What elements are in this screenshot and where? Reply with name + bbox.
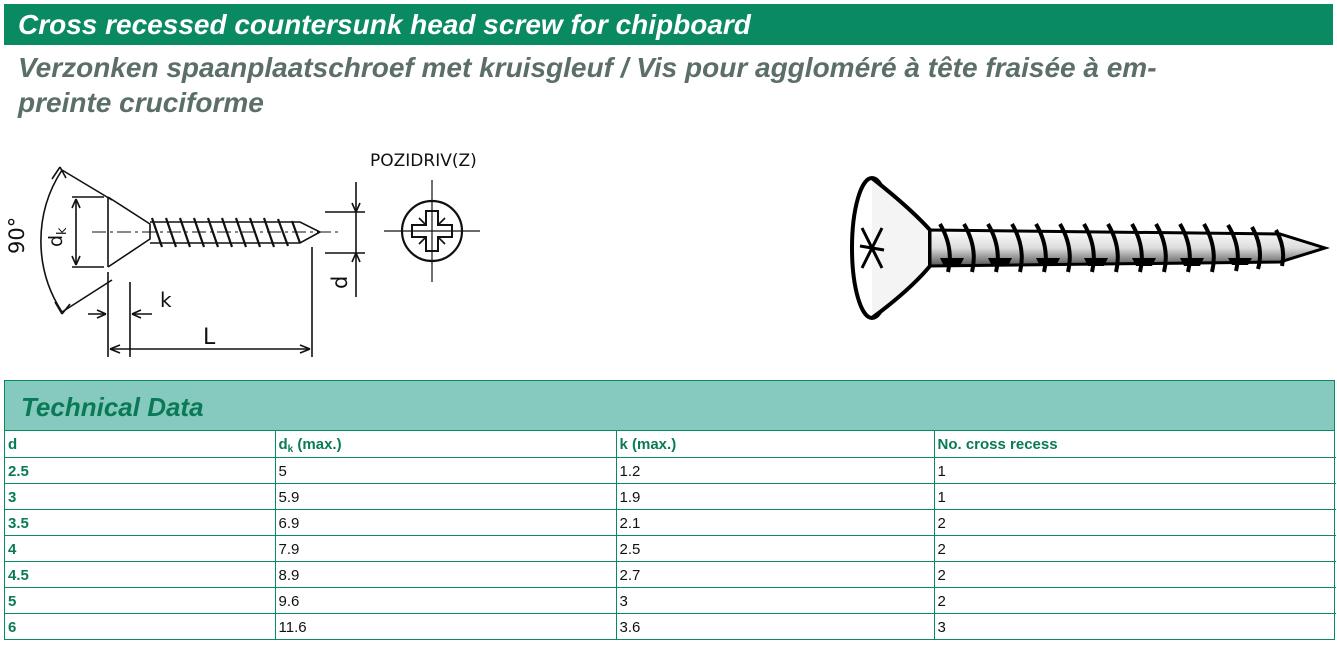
k-label: k — [160, 288, 172, 312]
subtitle-line-1: Verzonken spaanplaatschroef met kruisgleuf / Vis pour aggloméré à tête fraisée à em- — [18, 52, 1157, 83]
cell-dk: 5 — [275, 457, 616, 483]
cell-d: 4 — [5, 535, 275, 561]
cell-k: 3 — [616, 587, 934, 613]
l-label: L — [203, 325, 216, 350]
cell-cross-recess: 2 — [934, 587, 1336, 613]
cell-cross-recess: 2 — [934, 561, 1336, 587]
table-row — [5, 587, 1336, 613]
dk-label: d — [45, 234, 67, 247]
page-subtitle — [18, 50, 1318, 120]
cell-k: 2.7 — [616, 561, 934, 587]
cell-d: 2.5 — [5, 457, 275, 483]
table-row — [5, 483, 1336, 509]
cell-dk: 11.6 — [275, 613, 616, 639]
d-label: d — [328, 275, 352, 289]
dk-subscript: k — [55, 227, 70, 235]
table-row — [5, 561, 1336, 587]
cell-cross-recess: 1 — [934, 457, 1336, 483]
column-header-k: k (max.) — [616, 431, 934, 457]
technical-data-section — [4, 380, 1335, 640]
cell-k: 1.9 — [616, 483, 934, 509]
column-header-cross-recess: No. cross recess — [934, 431, 1336, 457]
table-row — [5, 535, 1336, 561]
table-header-row — [5, 431, 1336, 457]
cell-cross-recess: 2 — [934, 509, 1336, 535]
table-row — [5, 613, 1336, 639]
screw-illustration — [840, 168, 1335, 328]
cell-k: 2.5 — [616, 535, 934, 561]
cell-dk: 7.9 — [275, 535, 616, 561]
technical-data-table — [5, 431, 1336, 639]
column-header-dk-main: d — [278, 436, 288, 453]
column-header-dk-sub: k — [287, 444, 294, 455]
cell-dk: 9.6 — [275, 587, 616, 613]
cell-cross-recess: 3 — [934, 613, 1336, 639]
cell-cross-recess: 1 — [934, 483, 1336, 509]
drive-type-label: POZIDRIV(Z) — [370, 151, 477, 171]
cell-d: 3.5 — [5, 509, 275, 535]
cell-cross-recess: 2 — [934, 535, 1336, 561]
svg-text:dk — [45, 227, 70, 247]
cell-dk: 8.9 — [275, 561, 616, 587]
cell-d: 4.5 — [5, 561, 275, 587]
cell-dk: 6.9 — [275, 509, 616, 535]
cell-d: 3 — [5, 483, 275, 509]
cell-k: 3.6 — [616, 613, 934, 639]
table-row — [5, 509, 1336, 535]
cell-d: 6 — [5, 613, 275, 639]
column-header-dk-suffix: (max.) — [293, 436, 342, 453]
cell-k: 1.2 — [616, 457, 934, 483]
column-header-d: d — [5, 431, 275, 457]
table-row — [5, 457, 1336, 483]
screw-dimension-drawing — [0, 142, 520, 367]
column-header-dk — [275, 431, 616, 457]
cell-k: 2.1 — [616, 509, 934, 535]
subtitle-line-2: preinte cruciforme — [18, 87, 264, 118]
cell-d: 5 — [5, 587, 275, 613]
cell-dk: 5.9 — [275, 483, 616, 509]
page-title: Cross recessed countersunk head screw for chipboard — [4, 4, 1333, 45]
angle-label: 90° — [5, 216, 29, 254]
technical-data-heading: Technical Data — [5, 381, 1334, 431]
